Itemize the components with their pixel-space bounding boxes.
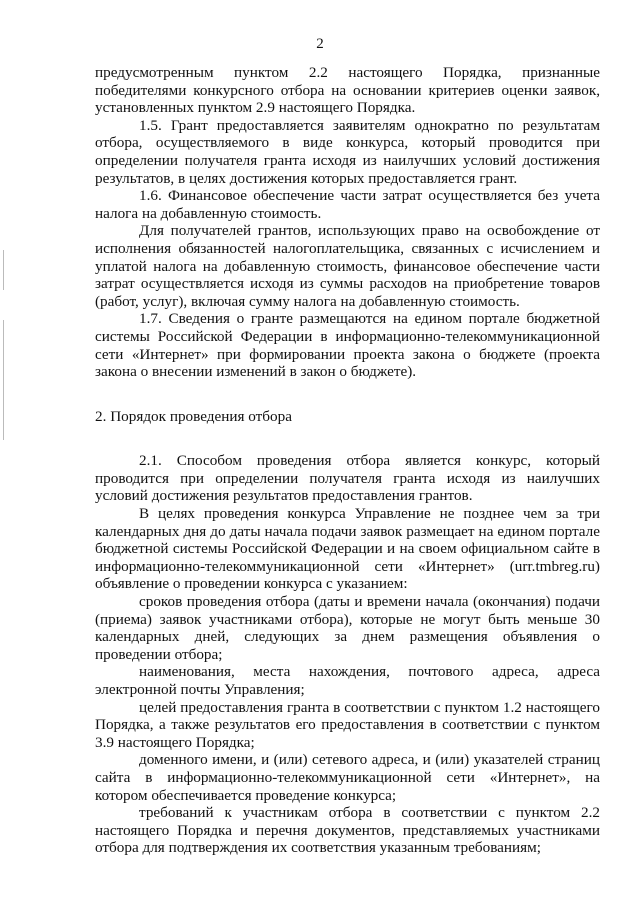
section-title: 2. Порядок проведения отбора bbox=[95, 407, 292, 425]
paragraph-continuation: предусмотренным пунктом 2.2 настоящего Порядка, признанные победителями конкурсного отбора на основании критериев оценки заявок, установленных пунктом 2.9 настоящего Порядка. bbox=[95, 64, 600, 117]
scan-edge-mark bbox=[3, 250, 4, 290]
paragraph-announcement: В целях проведения конкурса Управление не позднее чем за три календарных дня до даты начала подачи заявок размещает на едином портале бюджетной системы Российской Федерации и на своем официальном сайте в информационно-телекоммуникационной сети «Интернет» (urr.tmbreg.ru) объявление о проведении конкурса с указанием: bbox=[95, 505, 600, 593]
paragraph-tax-exemption: Для получателей грантов, использующих право на освобождение от исполнения обязанностей налогоплательщика, связанных с исчислением и уплатой налога на добавленную стоимость, финансовое обеспечение части затрат осуществляется исходя из суммы расходов на приобретение товаров (работ, услуг), включая сумму налога на добавленную стоимость. bbox=[95, 222, 600, 310]
list-item-contacts: наименования, места нахождения, почтового адреса, адреса электронной почты Управления; bbox=[95, 663, 600, 698]
list-item-domain: доменного имени, и (или) сетевого адреса, и (или) указателей страниц сайта в информационно-телекоммуникационной сети «Интернет», на котором обеспечивается проведение конкурса; bbox=[95, 751, 600, 804]
list-item-goals: целей предоставления гранта в соответствии с пунктом 1.2 настоящего Порядка, а также результатов его предоставления в соответствии с пунктом 3.9 настоящего Порядка; bbox=[95, 698, 600, 751]
scan-edge-mark bbox=[3, 320, 4, 440]
paragraph-1-5: 1.5. Грант предоставляется заявителям однократно по результатам отбора, осуществляемого в виде конкурса, который проводится при определении получателя гранта исходя из наилучших условий достижения результатов, в целях достижения которых предоставляется грант. bbox=[95, 116, 600, 187]
page-number: 2 bbox=[316, 36, 324, 52]
paragraph-1-6: 1.6. Финансовое обеспечение части затрат осуществляется без учета налога на добавленную стоимость. bbox=[95, 187, 600, 222]
paragraph-1-7: 1.7. Сведения о гранте размещаются на едином портале бюджетной системы Российской Федерации в информационно-телекоммуникационной сети «Интернет» при формировании проекта закона о бюджете (проекта закона о внесении изменений в закон о бюджете). bbox=[95, 310, 600, 381]
paragraph-2-1: 2.1. Способом проведения отбора является конкурс, который проводится при определении получателя гранта исходя из наилучших условий достижения результатов предоставления грантов. bbox=[95, 452, 600, 505]
list-item-deadlines: сроков проведения отбора (даты и времени начала (окончания) подачи (приема) заявок участниками отбора), которые не могут быть меньше 30 календарных дней, следующих за днем размещения объявления о проведении отбора; bbox=[95, 593, 600, 663]
document-body bbox=[95, 64, 600, 857]
list-item-requirements: требований к участникам отбора в соответствии с пунктом 2.2 настоящего Порядка и перечня документов, представляемых участниками отбора для подтверждения их соответствия указанным требованиям; bbox=[95, 804, 600, 857]
